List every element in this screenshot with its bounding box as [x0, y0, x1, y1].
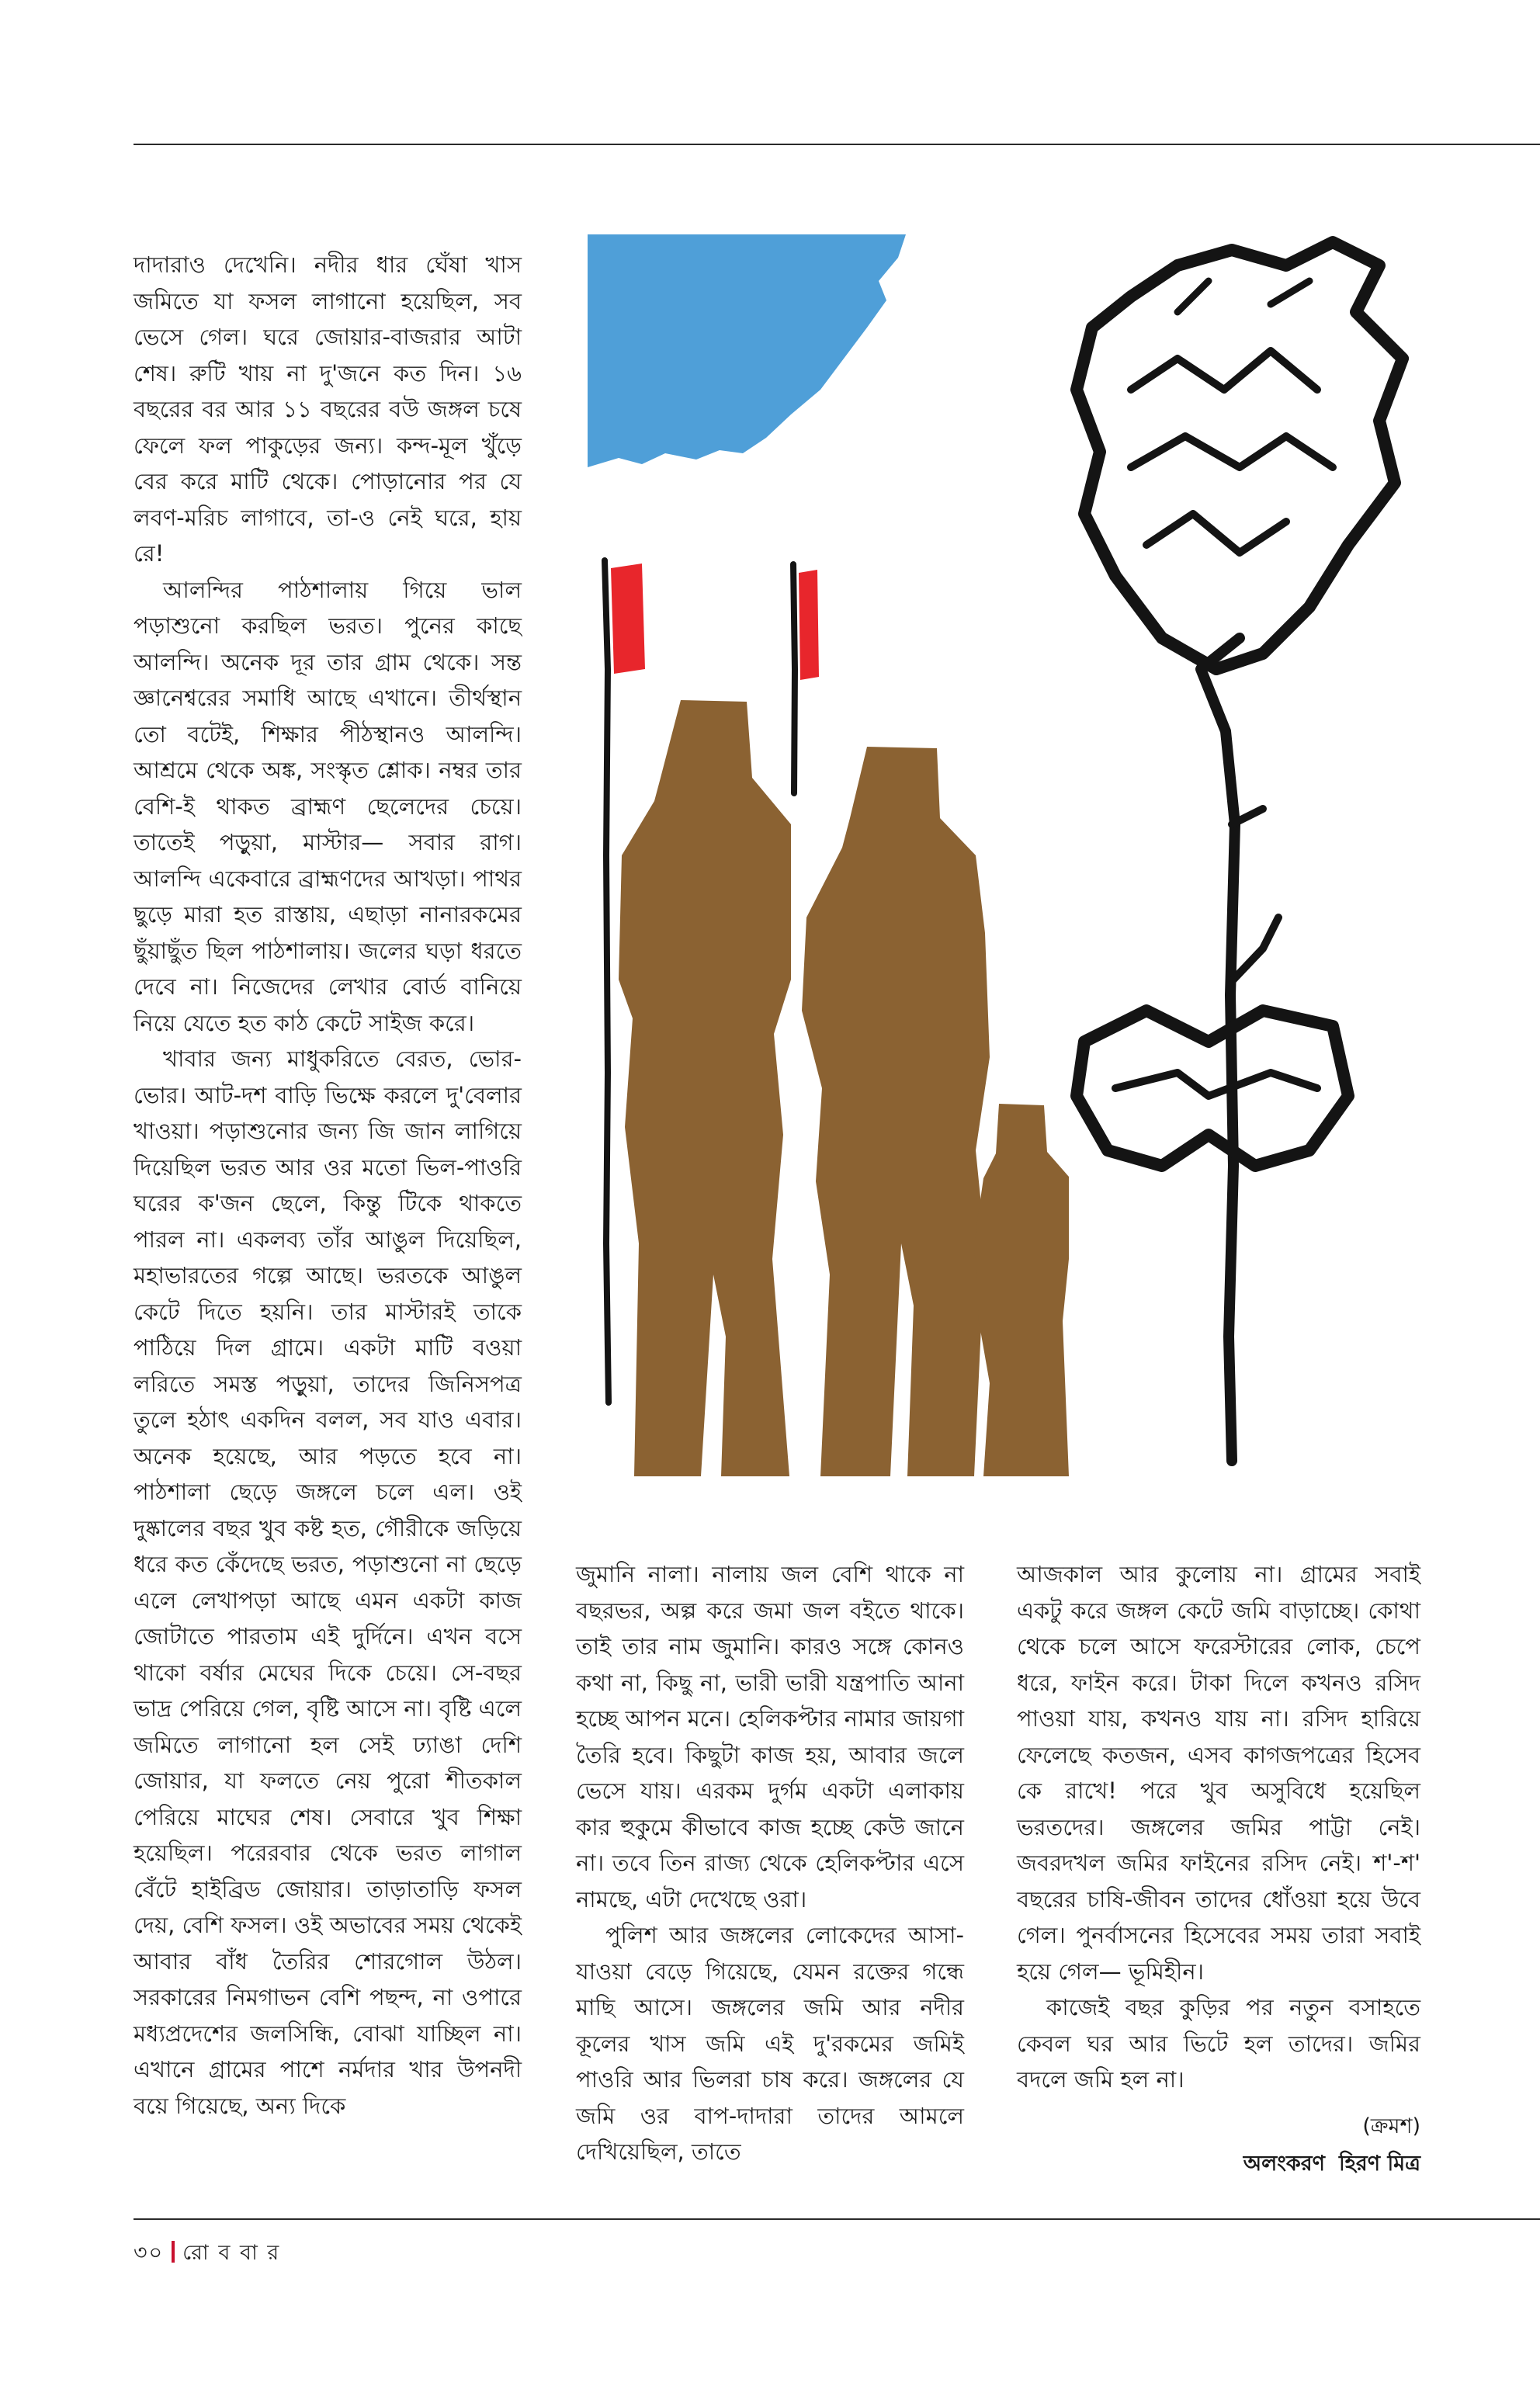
page-number: ৩০ [134, 2241, 165, 2265]
magazine-name: রো ব বা র [182, 2241, 281, 2265]
paragraph: দাদারাও দেখেনি। নদীর ধার ঘেঁষা খাস জমিতে যা ফসল লাগানো হয়েছিল, সব ভেসে গেল। ঘরে জোয়ার-বাজরার আটা শেষ। রুটি খায় না দু'জনে কত দিন। ১৬ বছরের বর আর ১১ বছরের বউ জঙ্গল চষে ফেলে ফল পাকুড়ের জন্য। কন্দ-মূল খুঁড়ে বের করে মাটি থেকে। পোড়ানোর পর যে লবণ-মরিচ লাগাবে, তা-ও নেই ঘরে, হায় রে! [134, 251, 522, 567]
brown-figure-middle [802, 747, 990, 1476]
text-column-left [134, 247, 522, 2124]
page-folio [134, 2237, 280, 2272]
to-be-continued-note: (ক্রমশ) [1362, 2114, 1420, 2138]
middle-staff [793, 564, 795, 793]
paragraph: জুমানি নালা। নালায় জল বেশি থাকে না বছরভর, অল্প করে জমা জল বইতে থাকে। তাই তার নাম জুমানি। কারও সঙ্গে কোনও কথা না, কিছু না, ভারী ভারী যন্ত্রপাতি আনা হচ্ছে আপন মনে। হেলিকপ্টার নামার জায়গা তৈরি হবে। কিছুটা কাজ হয়, আবার জলে ভেসে যায়। এরকম দুর্গম একটা এলাকায় কার হুকুমে কীভাবে কাজ হচ্ছে কেউ জানে না। তবে তিন রাজ্য থেকে হেলিকপ্টার এসে নামছে, এটা দেখেছে ওরা। [576, 1561, 964, 1913]
credit-label: অলংকরণ [1243, 2152, 1325, 2176]
blue-paper-shape [588, 234, 906, 467]
paragraph: আলন্দির পাঠশালায় গিয়ে ভাল পড়াশুনো করছিল ভরত। পুনের কাছে আলন্দি। অনেক দূর তার গ্রাম থেকে। সন্ত জ্ঞানেশ্বরের সমাধি আছে এখানে। তীর্থস্থান তো বটেই, শিক্ষার পীঠস্থানও আলন্দি। আশ্রমে থেকে অঙ্ক, সংস্কৃত শ্লোক। নম্বর তার বেশি-ই থাকত ব্রাহ্মণ ছেলেদের চেয়ে। তাতেই পড়ুয়া, মাস্টার— সবার রাগ। আলন্দি একেবারে ব্রাহ্মণদের আখড়া। পাথর ছুড়ে মারা হত রাস্তায়, এছাড়া নানারকমের ছুঁয়াছুঁত ছিল পাঠশালায়। জলের ঘড়া ধরতে দেবে না। নিজেদের লেখার বোর্ড বানিয়ে নিয়ে যেতে হত কাঠ কেটে সাইজ করে। [134, 576, 522, 1036]
brown-figure-small [974, 1104, 1069, 1476]
illustration-credit [1017, 2148, 1420, 2180]
text-column-middle [576, 1556, 964, 2170]
brown-figure-left [619, 700, 791, 1476]
illustrator-name: হিরণ মিত্র [1338, 2152, 1420, 2176]
red-flag-middle [799, 570, 819, 680]
paragraph: পুলিশ আর জঙ্গলের লোকেদের আসা-যাওয়া বেড়ে গিয়েছে, যেমন রক্তের গন্ধে মাছি আসে। জঙ্গলের জমি আর নদীর কূলের খাস জমি এই দু'রকমের জমিই পাওরি আর ভিলরা চাষ করে। জঙ্গলের যে জমি ওর বাপ-দাদারা তাদের আমলে দেখিয়েছিল, তাতে [576, 1922, 964, 2165]
paragraph: কাজেই বছর কুড়ির পর নতুন বসাহতে কেবল ঘর আর ভিটে হল তাদের। জমির বদলে জমি হল না। [1017, 1994, 1420, 2093]
bottom-rule [134, 2218, 1540, 2220]
paragraph: খাবার জন্য মাধুকরিতে বেরত, ভোর-ভোর। আট-দশ বাড়ি ভিক্ষে করলে দু'বেলার খাওয়া। পড়াশুনোর জন্য জি জান লাগিয়ে দিয়েছিল ভরত আর ওর মতো ভিল-পাওরি ঘরের ক'জন ছেলে, কিন্তু টিকে থাকতে পারল না। একলব্য তাঁর আঙুল দিয়েছিল, মহাভারতের গল্পে আছে। ভরতকে আঙুল কেটে দিতে হয়নি। তার মাস্টারই তাকে পাঠিয়ে দিল গ্রামে। একটা মাটি বওয়া লরিতে সমস্ত পড়ুয়া, তাদের জিনিসপত্র তুলে হঠাৎ একদিন বলল, সব যাও এবার। অনেক হয়েছে, আর পড়তে হবে না। পাঠশালা ছেড়ে জঙ্গলে চলে এল। ওই দুষ্কালের বছর খুব কষ্ট হত, গৌরীকে জড়িয়ে ধরে কত কেঁদেছে ভরত, পড়াশুনো না ছেড়ে এলে লেখাপড়া আছে এমন একটা কাজ জোটাতে পারতাম এই দুর্দিনে। এখন বসে থাকো বর্ষার মেঘের দিকে চেয়ে। সে-বছর ভাদ্র পেরিয়ে গেল, বৃষ্টি আসে না। বৃষ্টি এলে জমিতে লাগানো হল সেই ঢ্যাঙা দেশি জোয়ার, যা ফলতে নেয় পুরো শীতকাল পেরিয়ে মাঘের শেষ। সেবারে খুব শিক্ষা হয়েছিল। পরেরবার থেকে ভরত লাগাল বেঁটে হাইব্রিড জোয়ার। তাড়াতাড়ি ফসল দেয়, বেশি ফসল। ওই অভাবের সময় থেকেই আবার বাঁধ তৈরির শোরগোল উঠল। সরকারের নিমগাভন বেশি পছন্দ, না ওপারে মধ্যপ্রদেশের জলসিন্ধি, বোঝা যাচ্ছিল না। এখানে গ্রামের পাশে নর্মদার খার উপনদী বয়ে গিয়েছে, অন্য দিকে [134, 1046, 522, 2119]
ink-tree [1077, 242, 1403, 1461]
text-column-right [1017, 1556, 1420, 2098]
top-rule [134, 144, 1540, 145]
folio-divider [172, 2241, 175, 2263]
red-flag-left [611, 564, 645, 674]
left-staff [605, 560, 609, 1403]
paragraph: আজকাল আর কুলোয় না। গ্রামের সবাই একটু করে জঙ্গল কেটে জমি বাড়াচ্ছে। কোথা থেকে চলে আসে ফরেস্টারের লোক, চেপে ধরে, ফাইন করে। টাকা দিলে কখনও রসিদ পাওয়া যায়, কখনও যায় না। রসিদ হারিয়ে ফেলেছে কতজন, এসব কাগজপত্রের হিসেব কে রাখে! পরে খুব অসুবিধে হয়েছিল ভরতদের। জঙ্গলের জমির পাট্টা নেই। জবরদখল জমির ফাইনের রসিদ নেই। শ'-শ' বছরের চাষি-জীবন তাদের ধোঁওয়া হয়ে উবে গেল। পুনর্বাসনের হিসেবের সময় তারা সবাই হয়ে গেল— ভূমিহীন। [1017, 1561, 1420, 1985]
illustration-artwork [588, 234, 1465, 1476]
